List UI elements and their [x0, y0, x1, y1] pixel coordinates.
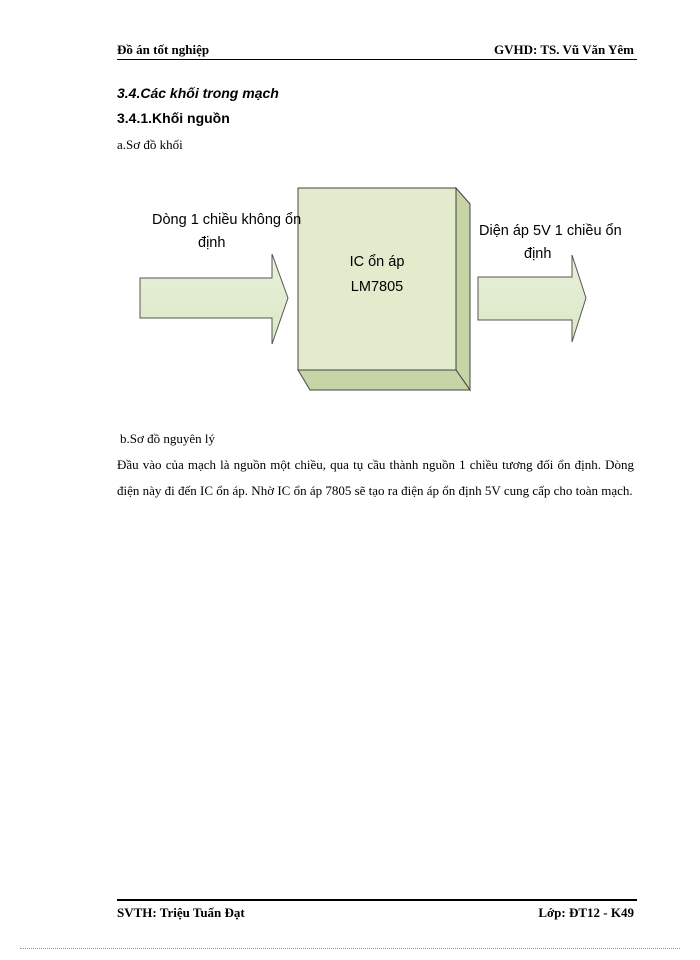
block-label-line1: IC ổn áp	[349, 254, 405, 270]
page-break-line	[20, 948, 680, 949]
header-right: GVHD: TS. Vũ Văn Yêm	[493, 42, 634, 57]
output-label-line2: định	[524, 246, 552, 262]
header-left: Đồ án tốt nghiệp	[117, 42, 210, 57]
subsection-title: 3.4.1.Khối nguồn	[117, 110, 230, 126]
header-divider	[117, 59, 637, 60]
block-label-line2: LM7805	[350, 279, 404, 295]
subheading-schematic: b.Sơ đồ nguyên lý	[120, 431, 215, 446]
input-label-line2: định	[198, 235, 226, 251]
input-arrow	[140, 254, 288, 344]
output-arrow	[478, 255, 586, 342]
section-title: 3.4.Các khối trong mạch	[117, 85, 279, 101]
subheading-block-diagram: a.Sơ đồ khối	[117, 137, 183, 152]
footer-left: SVTH: Triệu Tuấn Đạt	[117, 905, 245, 920]
footer-right: Lớp: ĐT12 - K49	[538, 905, 634, 920]
output-label-line1: Diện áp 5V 1 chiều ổn	[479, 223, 622, 239]
ic-block-side	[456, 188, 470, 390]
input-label-line1: Dòng 1 chiều không ổn	[152, 212, 302, 228]
body-paragraph: Đầu vào của mạch là nguồn một chiều, qua tụ cầu thành nguồn 1 chiều tương đối ổn định. Dòng điện này đi đến IC ổn áp. Nhờ IC ổn áp 7805 sẽ tạo ra điện áp ổn định 5V cung cấp cho toàn mạch.	[117, 457, 634, 498]
footer-divider	[117, 899, 637, 901]
block-diagram	[140, 180, 622, 400]
ic-block-bottom	[298, 370, 470, 390]
